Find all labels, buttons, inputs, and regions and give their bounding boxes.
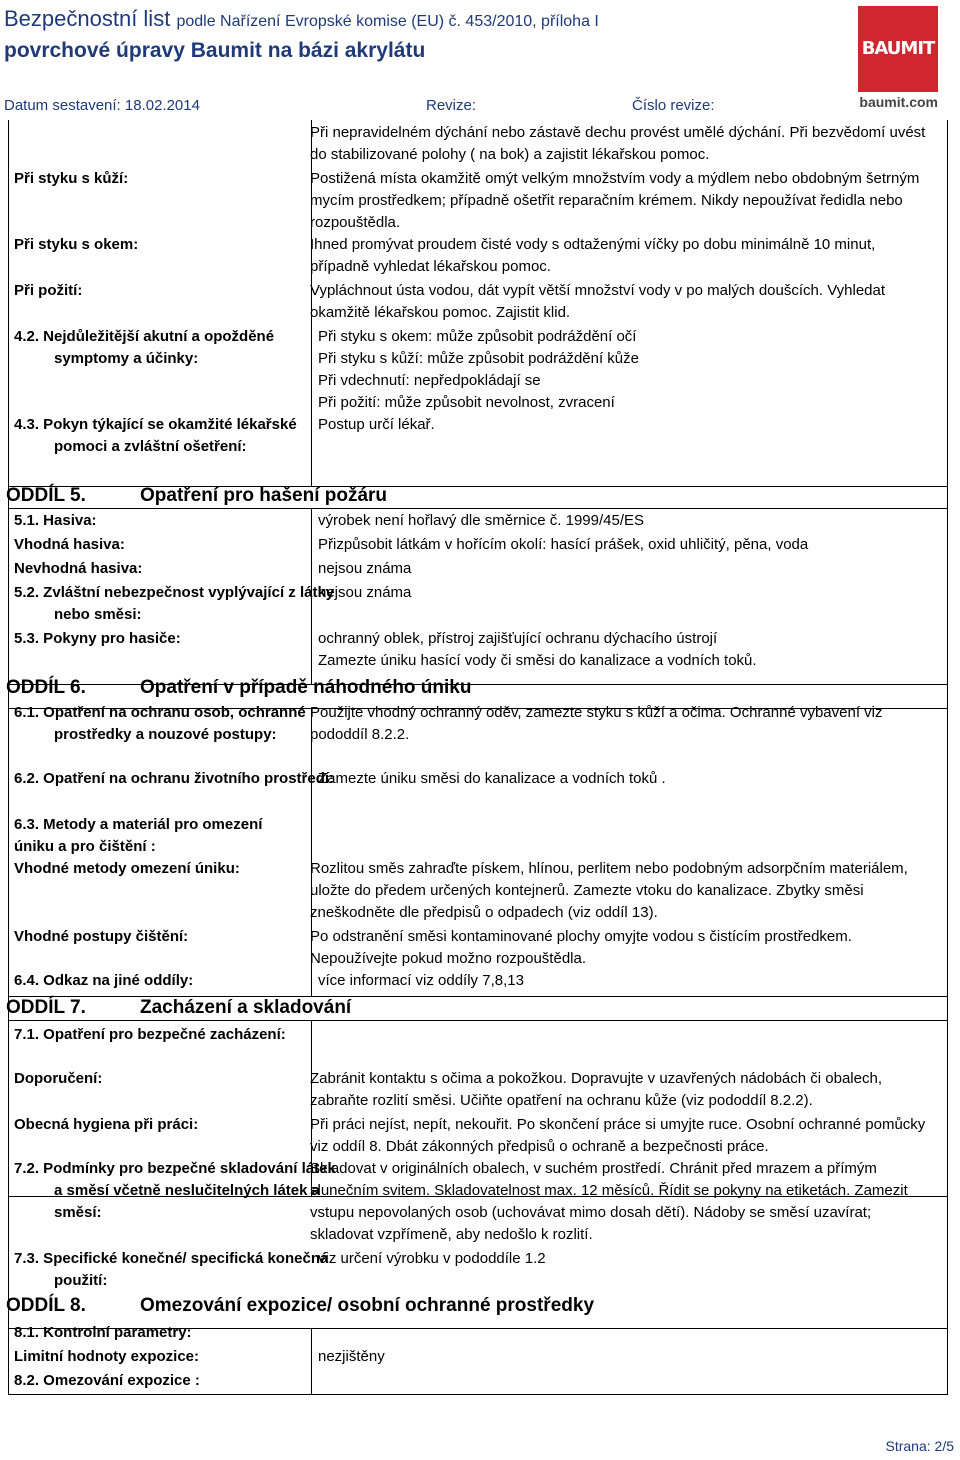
suitable-agents-value: Přizpůsobit látkám v hořícím okolí: hasící prášek, oxid uhličitý, pěna, voda xyxy=(318,536,809,553)
section-4-2-label: 4.2. Nejdůležitější akutní a opožděné symptomy a účinky: xyxy=(14,328,275,367)
row-divider xyxy=(9,508,947,509)
exposure-limits-label: Limitní hodnoty expozice: xyxy=(14,1348,200,1365)
row-divider xyxy=(9,1020,947,1021)
section-8-1-label: 8.1. Kontrolní parametry: xyxy=(14,1324,192,1341)
symptom-ingestion: Při požití: může způsobit nevolnost, zvracení xyxy=(318,394,615,411)
breathing-advice: Při nepravidelném dýchání nebo zástavě dechu provést umělé dýchání. Při bezvědomí uvést do stabilizované polohy ( na bok) a zajistit lékařskou pomoc. xyxy=(310,124,926,163)
section-5-3-label: 5.3. Pokyny pro hasiče: xyxy=(14,630,181,647)
title-regulation: podle Nařízení Evropské komise (EU) č. 453/2010, příloha I xyxy=(176,13,599,30)
logo-text: BAUMIT xyxy=(861,38,935,59)
unsuitable-agents-value: nejsou známa xyxy=(318,560,412,577)
revision-number-label: Číslo revize: xyxy=(632,97,715,114)
ingestion-value: Vypláchnout ústa vodou, dát vypít větší množství vody v po malých doušcích. Vyhledat okamžitě lékařskou pomoc. Zajistit klid. xyxy=(310,282,886,321)
eye-contact-label: Při styku s okem: xyxy=(14,236,139,253)
section-5-1-value: výrobek není hořlavý dle směrnice č. 1999/45/ES xyxy=(318,512,645,529)
section-6-title: Opatření v případě náhodného úniku xyxy=(140,677,472,698)
section-6-number: ODDÍL 6. xyxy=(6,677,86,698)
revision-label: Revize: xyxy=(426,97,477,114)
section-7-2-label: 7.2. Podmínky pro bezpečné skladování látek a směsí včetně neslučitelných látek a směsí: xyxy=(14,1160,336,1221)
cleaning-methods-label: Vhodné postupy čištění: xyxy=(14,928,189,945)
page-number: Strana: 2/5 xyxy=(885,1438,954,1454)
section-6-1-value: Použijte vhodný ochranný oděv, zamezte styku s kůží a očima. Ochranné vybavení viz pododdíl 8.2.2. xyxy=(310,704,883,743)
hygiene-value: Při práci nejíst, nepít, nekouřit. Po skončení práce si umyjte ruce. Osobní ochranné pomůcky viz oddíl 8. Dbát zákonných předpisů o ochraně a bezpečnosti práce. xyxy=(310,1116,926,1155)
section-8-title: Omezování expozice/ osobní ochranné prostředky xyxy=(140,1295,595,1316)
section-7-3-label: 7.3. Specifické konečné/ specifická konečná použití: xyxy=(14,1250,329,1289)
symptom-inhalation: Při vdechnutí: nepředpokládají se xyxy=(318,372,541,389)
containment-methods-label: Vhodné metody omezení úniku: xyxy=(14,860,240,877)
section-6-2-value: Zamezte úniku směsi do kanalizace a vodních toků . xyxy=(318,770,666,787)
skin-contact-label: Při styku s kůží: xyxy=(14,170,129,187)
section-4-3-value: Postup určí lékař. xyxy=(318,416,435,433)
document-header xyxy=(4,4,844,65)
section-7-number: ODDÍL 7. xyxy=(6,997,86,1018)
title-main: Bezpečnostní list xyxy=(4,6,171,31)
section-6-heading xyxy=(6,676,471,700)
section-5-heading xyxy=(6,484,387,508)
section-7-heading xyxy=(6,996,351,1020)
recommendation-value: Zabránit kontaktu s očima a pokožkou. Dopravujte v uzavřených nádobách či obalech, zabraňte rozlití směsi. Učiňte opatření na ochranu kůže (viz pododdíl 8.2.2). xyxy=(310,1070,882,1109)
section-7-2-value: Skladovat v originálních obalech, v suchém prostředí. Chránit před mrazem a přímým slunečním svitem. Skladovatelnost max. 12 měsíců. Řídit se pokyny na etiketách. Zamezit vstupu nepovolaných osob (uchovávat mimo dosah dětí). Nádoby se směsí uzavírat; skladovat vzpřímeně, aby nedošlo k rozlití. xyxy=(310,1160,908,1243)
section-5-2-value: nejsou známa xyxy=(318,584,412,601)
section-6-4-value: více informací viz oddíly 7,8,13 xyxy=(318,972,524,989)
section-7-3-value: viz určení výrobku v pododdíle 1.2 xyxy=(318,1250,546,1267)
document-title xyxy=(4,4,844,37)
section-6-3-label: 6.3. Metody a materiál pro omezení úniku a pro čištění : xyxy=(14,816,263,855)
section-8-2-label: 8.2. Omezování expozice : xyxy=(14,1372,200,1389)
eye-contact-value: Ihned promývat proudem čisté vody s odtaženými víčky po dobu minimálně 10 minut, případně vyhledat lékařskou pomoc. xyxy=(310,236,876,275)
symptom-eye: Při styku s okem: může způsobit podráždění očí xyxy=(318,328,637,345)
unsuitable-agents-label: Nevhodná hasiva: xyxy=(14,560,143,577)
section-7-title: Zacházení a skladování xyxy=(140,997,352,1018)
section-5-3-value-1: ochranný oblek, přístroj zajišťující ochranu dýchacího ústrojí xyxy=(318,630,718,647)
section-5-2-label: 5.2. Zvláštní nebezpečnost vyplývající z látky nebo směsi: xyxy=(14,584,335,623)
section-6-4-label: 6.4. Odkaz na jiné oddíly: xyxy=(14,972,194,989)
exposure-limits-value: nezjištěny xyxy=(318,1348,385,1365)
containment-methods-value: Rozlitou směs zahraďte pískem, hlínou, perlitem nebo podobným adsorpčním materiálem, uložte do předem určených kontejnerů. Zamezte vtoku do kanalizace. Zbytky směsi zneškodněte dle předpisů o odpadech (viz oddíl 13). xyxy=(310,860,908,921)
section-5-number: ODDÍL 5. xyxy=(6,485,86,506)
section-5-title: Opatření pro hašení požáru xyxy=(140,485,388,506)
baumit-logo xyxy=(852,2,952,112)
product-name: povrchové úpravy Baumit na bázi akrylátu xyxy=(4,39,426,62)
section-4-3-label: 4.3. Pokyn týkající se okamžité lékařské pomoci a zvláštní ošetření: xyxy=(14,416,297,455)
skin-contact-value: Postižená místa okamžitě omýt velkým množstvím vody a mýdlem nebo obdobným šetrným mycím prostředkem; případně ošetřit reparačním krémem. Nikdy nepoužívat ředidla nebo rozpouštědla. xyxy=(310,170,920,231)
section-7-1-label: 7.1. Opatření pro bezpečné zacházení: xyxy=(14,1026,286,1043)
section-6-2-label: 6.2. Opatření na ochranu životního prostředí: xyxy=(14,770,335,787)
section-8-heading xyxy=(6,1294,594,1318)
ingestion-label: Při požití: xyxy=(14,282,83,299)
recommendation-label: Doporučení: xyxy=(14,1070,103,1087)
symptom-skin: Při styku s kůží: může způsobit podráždění kůže xyxy=(318,350,639,367)
section-8-number: ODDÍL 8. xyxy=(6,1295,86,1316)
section-5-1-label: 5.1. Hasiva: xyxy=(14,512,97,529)
suitable-agents-label: Vhodná hasiva: xyxy=(14,536,125,553)
hygiene-label: Obecná hygiena při práci: xyxy=(14,1116,199,1133)
section-6-1-label: 6.1. Opatření na ochranu osob, ochranné prostředky a nouzové postupy: xyxy=(14,704,306,743)
logo-url: baumit.com xyxy=(859,94,938,110)
date-compiled: Datum sestavení: 18.02.2014 xyxy=(4,97,200,114)
cleaning-methods-value: Po odstranění směsi kontaminované plochy omyjte vodou s čistícím prostředkem. Nepoužívejte pokud možno rozpouštědla. xyxy=(310,928,852,967)
section-5-3-value-2: Zamezte úniku hasící vody či směsi do kanalizace a vodních toků. xyxy=(318,652,757,669)
column-divider xyxy=(311,1328,312,1394)
